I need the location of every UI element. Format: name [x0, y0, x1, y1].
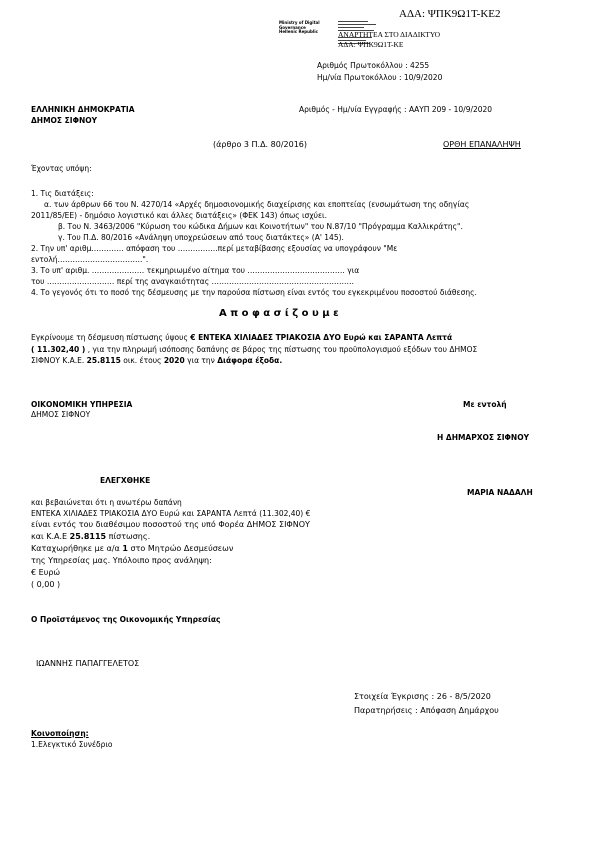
check-entry-suffix: στο Μητρώο Δεσμεύσεων [127, 544, 234, 553]
by-order-label: Με εντολή [463, 400, 507, 409]
check-line-4 [31, 532, 150, 542]
issuer-republic: ΕΛΛΗΝΙΚΗ ΔΗΜΟΚΡΑΤΙΑ [31, 105, 135, 114]
decision-kae: 25.8115 [86, 356, 121, 365]
check-entry-label: Καταχωρήθηκε με α/α [31, 544, 123, 553]
decision-text-4: οικ. έτους [120, 356, 164, 365]
notification-title: Κοινοποίηση: [31, 729, 89, 738]
checked-title: ΕΛΕΓΧΘΗΚΕ [100, 476, 151, 485]
check-kae-suffix: πίστωσης. [106, 532, 151, 541]
protocol-number: Αριθμός Πρωτοκόλλου : 4255 [317, 61, 430, 70]
provision-1: 1. Τις διατάξεις: [31, 189, 94, 198]
ministry-line-3: Hellenic Republic [279, 29, 318, 35]
check-line-3: είναι εντός του διαθέσιμου ποσοστού της υπό Φορέα ΔΗΜΟΣ ΣΙΦΝΟΥ [31, 520, 310, 529]
protocol-date: Ημ/νία Πρωτοκόλλου : 10/9/2020 [317, 73, 443, 82]
check-line-6: της Υπηρεσίας μας. Υπόλοιπο προς ανάληψη: [31, 556, 212, 565]
check-line-7: € Ευρώ [31, 568, 61, 577]
ministry-stamp [279, 21, 320, 35]
mayor-name: ΜΑΡΙΑ ΝΑΔΑΛΗ [467, 488, 533, 497]
provision-1c: γ. Του Π.Δ. 80/2016 «Ανάληψη υποχρεώσεων από τους διατάκτες» (Α' 145). [58, 233, 344, 242]
provision-2-cont: εντολή…………………………….". [31, 255, 149, 264]
decision-text-1: Εγκρίνουμε τη δέσμευση πίστωσης ύψους [31, 333, 191, 342]
check-line-8: ( 0,00 ) [31, 580, 61, 589]
correction-label: ΟΡΘΗ ΕΠΑΝΑΛΗΨΗ [443, 140, 521, 149]
decision-text-2: , για την πληρωμή ισόποσης δαπάνης σε βάρος της πίστωσης του προϋπολογισμού εξόδων του ΔΗΜΟΣ [85, 345, 478, 354]
posted-label: ΑΝΑΡΤΗΤΕΑ ΣΤΟ ΔΙΑΔΙΚΤΥΟ [338, 30, 441, 39]
decision-line-1 [31, 333, 452, 343]
ministry-line-2: Governance [279, 24, 306, 30]
decision-line-3 [31, 356, 282, 366]
check-kae: 25.8115 [69, 532, 107, 541]
provision-3: 3. Το υπ' αριθμ. ………………… τεκμηριωμένο αίτημα του ………………………………… για [31, 266, 360, 275]
check-entry-number: 1 [122, 544, 128, 553]
approval-remarks: Παρατηρήσεις : Απόφαση Δημάρχου [354, 706, 499, 715]
ministry-line-1: Ministry of Digital [279, 20, 320, 25]
provision-2: 2. Την υπ' αριθμ.………… απόφαση του …………….περί μεταβίβασης εξουσίας να υπογράφουν "Με [31, 244, 398, 253]
signatory-name: ΙΩΑΝΝΗΣ ΠΑΠΑΓΓΕΛΕΤΟΣ [36, 659, 140, 668]
provision-1b: β. Του Ν. 3463/2006 "Κύρωση του κώδικα Δήμων και Κοινοτήτων" του Ν.87/10 "Πρόγραμμα Καλλικράτης". [58, 222, 463, 231]
provision-1a-cont: 2011/85/ΕΕ) - δημόσιο λογιστικό και άλλες διατάξεις» (ΦΕΚ 143) όπως ισχύει. [31, 211, 327, 220]
provision-3-cont: του ……………………… περί της αναγκαιότητας ………………………………………………… [31, 277, 355, 286]
ada-mid: ΑΔΑ: ΨΠΚ9Ω1Τ-ΚΕ [338, 40, 404, 49]
check-line-1: και βεβαιώνεται ότι η ανωτέρω δαπάνη [31, 498, 182, 507]
registration-number: Αριθμός - Ημ/νία Εγγραφής : ΑΑΥΠ 209 - 10/9/2020 [299, 105, 493, 114]
provision-1a: α. των άρθρων 66 του Ν. 4270/14 «Αρχές δημοσιονομικής διαχείρισης και εποπτείας (ενσωμάτωση της οδηγίας [44, 200, 470, 209]
decision-year: 2020 [163, 356, 185, 365]
service-municipality: ΔΗΜΟΣ ΣΙΦΝΟΥ [31, 410, 91, 419]
check-kae-label: και Κ.Α.Ε [31, 532, 70, 541]
decision-amount-words: € ΕΝΤΕΚΑ ΧΙΛΙΑΔΕΣ ΤΡΙΑΚΟΣΙΑ ΔΥΟ Ευρώ και ΣΑΡΑΝΤΑ Λεπτά [190, 333, 453, 342]
approval-data: Στοιχεία Έγκρισης : 26 - 8/5/2020 [354, 692, 491, 701]
ada-top: ΑΔΑ: ΨΠΚ9Ω1Τ-ΚΕ2 [399, 8, 501, 20]
considering-heading: Έχοντας υπόψη: [31, 164, 92, 173]
check-line-5 [31, 544, 233, 554]
head-of-service: Ο Προϊστάμενος της Οικονομικής Υπηρεσίας [31, 615, 221, 624]
check-line-2: ΕΝΤΕΚΑ ΧΙΛΙΑΔΕΣ ΤΡΙΑΚΟΣΙΑ ΔΥΟ Ευρώ και ΣΑΡΑΝΤΑ Λεπτά (11.302,40) € [31, 509, 311, 518]
article-reference: (άρθρο 3 Π.Δ. 80/2016) [213, 140, 307, 149]
notification-item-1: 1.Ελεγκτικό Συνέδριο [31, 740, 113, 749]
decision-title: Α π ο φ α σ ί ζ ο υ μ ε [219, 308, 339, 319]
provision-4: 4. Το γεγονός ότι το ποσό της δέσμευσης με την παρούσα πίστωση είναι εντός του εγκεκριμένου ποσοστού διάθεσης. [31, 288, 477, 297]
decision-line-2 [31, 345, 477, 355]
decision-amount-number: ( 11.302,40 ) [31, 345, 86, 354]
decision-text-3: ΣΙΦΝΟΥ Κ.Α.Ε. [31, 356, 87, 365]
economic-service: ΟΙΚΟΝΟΜΙΚΗ ΥΠΗΡΕΣΙΑ [31, 400, 133, 409]
issuer-municipality: ΔΗΜΟΣ ΣΙΦΝΟΥ [31, 116, 98, 125]
mayor-title: Η ΔΗΜΑΡΧΟΣ ΣΙΦΝΟΥ [437, 433, 529, 442]
decision-text-5: για την [184, 356, 218, 365]
decision-purpose: Διάφορα έξοδα. [217, 356, 283, 365]
